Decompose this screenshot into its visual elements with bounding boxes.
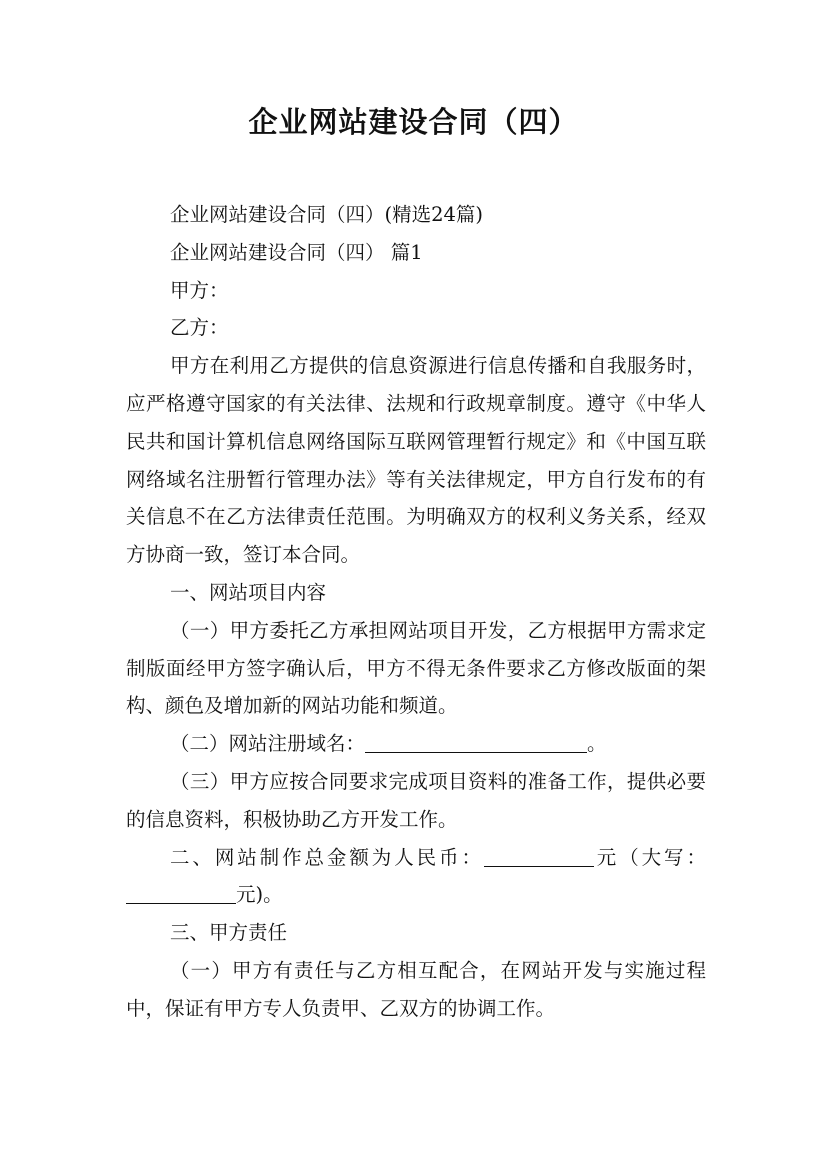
clause-1-2-end: 。: [587, 732, 607, 756]
heading-project-content: 一、网站项目内容: [170, 580, 327, 604]
clause-2-middle: 元（大写：: [593, 845, 706, 869]
document-body: [126, 196, 706, 1028]
heading-party-a-duty: 三、甲方责任: [170, 921, 288, 945]
clause-2-amount: [126, 839, 706, 915]
clause-2-end: 元)。: [236, 883, 283, 907]
paragraph-subtitle: 企业网站建设合同（四）(精选24篇): [170, 203, 484, 226]
amount-words-blank-field[interactable]: [126, 883, 236, 904]
document-title: 企业网站建设合同（四）: [248, 105, 579, 139]
party-b-line: 乙方：: [170, 316, 229, 340]
paragraph-preamble: 甲方在利用乙方提供的信息资源进行信息传播和自我服务时，应严格遵守国家的有关法律、法规和行政规章制度。遵守《中华人民共和国计算机信息网络国际互联网管理暂行规定》和《中国互联网络域名注册暂行管理办法》等有关法律规定，甲方自行发布的有关信息不在乙方法律责任范围。为明确双方的权利义务关系，经双方协商一致，签订本合同。: [126, 354, 706, 567]
party-a-line: 甲方：: [170, 278, 229, 302]
clause-1-2: [126, 725, 706, 763]
paragraph-section-heading: 企业网站建设合同（四） 篇1: [170, 240, 423, 264]
clause-3-1: （一）甲方有责任与乙方相互配合，在网站开发与实施过程中，保证有甲方专人负责甲、乙双方的协调工作。: [126, 958, 706, 1020]
clause-2-text: 二、网站制作总金额为人民币：: [170, 845, 484, 869]
clause-1-1: （一）甲方委托乙方承担网站项目开发，乙方根据甲方需求定制版面经甲方签字确认后，甲方不得无条件要求乙方修改版面的架构、颜色及增加新的网站功能和频道。: [126, 618, 706, 718]
clause-1-3: （三）甲方应按合同要求完成项目资料的准备工作，提供必要的信息资料，积极协助乙方开发工作。: [126, 769, 706, 831]
clause-1-2-text: （二）网站注册域名：: [170, 732, 366, 756]
domain-blank-field[interactable]: [365, 732, 587, 753]
amount-blank-field[interactable]: [484, 846, 594, 867]
